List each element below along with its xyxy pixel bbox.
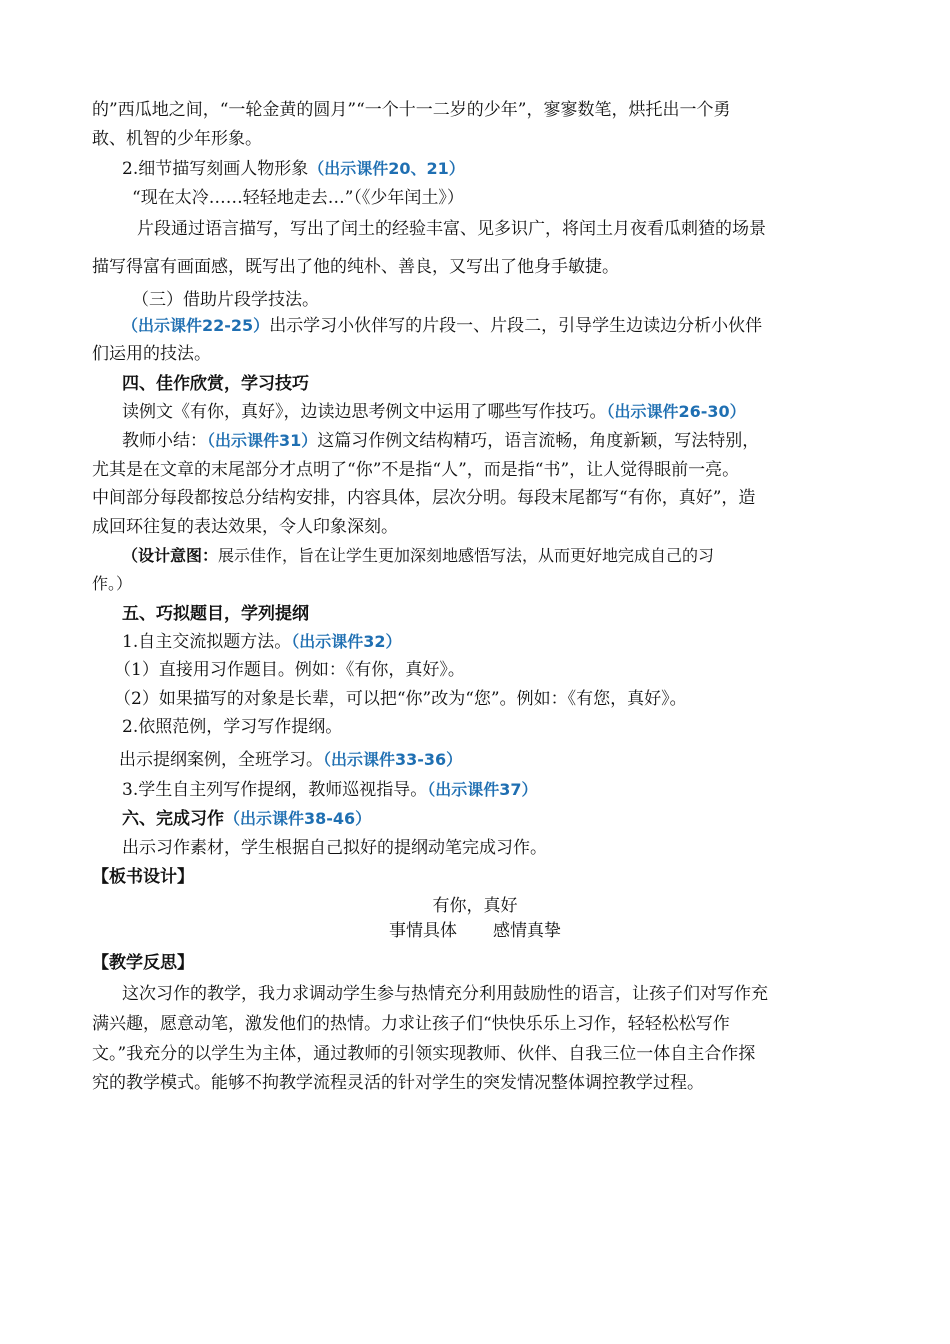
text: 这篇习作例文结构精巧，语言流畅，角度新颖，写法特别， <box>317 431 760 451</box>
text: 五、巧拟题目，学列提纲 <box>122 604 309 624</box>
paragraph-line <box>92 127 860 151</box>
courseware-ref: （出示课件37） <box>427 780 538 799</box>
paragraph-line <box>119 748 860 772</box>
text: 的”西瓜地之间，“一轮金黄的圆月”“一个十一二岁的少年”，寥寥数笔，烘托出一个勇 <box>92 100 731 120</box>
paragraph-line <box>92 98 860 122</box>
text: 片段通过语言描写，写出了闰土的经验丰富、见多识广，将闰土月夜看瓜刺猹的场景 <box>137 219 766 239</box>
text: （1）直接用习作题目。例如：《有你，真好》。 <box>114 660 465 680</box>
paragraph-line <box>122 982 860 1006</box>
text: 教师小结： <box>122 431 207 451</box>
text: 究的教学模式。能够不拘教学流程灵活的针对学生的突发情况整体调控教学过程。 <box>92 1073 704 1093</box>
paragraph-line <box>122 836 860 860</box>
paragraph-line <box>122 400 860 424</box>
text: 六、完成习作 <box>122 809 224 829</box>
paragraph-line <box>122 429 860 453</box>
paragraph-line <box>122 778 860 802</box>
text: （2）如果描写的对象是长辈，可以把“你”改为“您”。例如：《有您，真好》。 <box>114 689 687 709</box>
subheading-detail <box>122 157 860 181</box>
courseware-ref: （出示课件33-36） <box>323 750 463 769</box>
paragraph-line <box>92 1042 860 1066</box>
courseware-ref: （出示课件26-30） <box>606 402 746 421</box>
subheading-technique <box>132 288 860 312</box>
text: 描写得富有画面感，既写出了他的纯朴、善良，又写出了他身手敏捷。 <box>92 257 619 277</box>
paragraph-line <box>92 1071 860 1095</box>
paragraph-line <box>92 515 860 539</box>
board-item: 事情具体 <box>389 921 457 941</box>
section-heading-4 <box>122 372 860 396</box>
paragraph-line <box>92 458 860 482</box>
text: 2.细节描写刻画人物形象 <box>122 159 309 179</box>
text: （三）借助片段学技法。 <box>132 290 319 310</box>
paragraph-line <box>92 486 860 510</box>
design-intent <box>92 572 860 596</box>
paragraph-line <box>122 715 860 739</box>
text: 读例文《有你，真好》，边读边思考例文中运用了哪些写作技巧。 <box>122 402 607 422</box>
courseware-ref: （出示课件38-46） <box>224 809 372 828</box>
text: 满兴趣，愿意动笔，激发他们的热情。力求让孩子们“快快乐乐上习作，轻轻松松写作 <box>92 1014 730 1034</box>
text: 有你，真好 <box>432 896 518 916</box>
section-heading-6 <box>122 807 860 831</box>
quote-line <box>132 186 860 210</box>
section-heading-5 <box>122 602 860 626</box>
paragraph-line <box>122 630 860 654</box>
paragraph-line <box>114 658 860 682</box>
paragraph-line <box>92 1012 860 1036</box>
text: 四、佳作欣赏，学习技巧 <box>122 374 309 394</box>
courseware-ref: （出示课件22-25） <box>122 316 270 335</box>
paragraph-line <box>137 217 860 241</box>
design-intent <box>122 544 860 568</box>
board-title <box>0 894 950 918</box>
paragraph-line <box>92 255 860 279</box>
text: 这次习作的教学，我力求调动学生参与热情充分利用鼓励性的语言，让孩子们对写作充 <box>122 984 768 1004</box>
text: 出示习作素材，学生根据自己拟好的提纲动笔完成习作。 <box>122 838 547 858</box>
text: 作。） <box>92 574 133 593</box>
text: 文。”我充分的以学生为主体，通过教师的引领实现教师、伙伴、自我三位一体自主合作探 <box>92 1044 756 1064</box>
courseware-ref: （出示课件20、21） <box>308 159 465 178</box>
text: 1.自主交流拟题方法。 <box>122 632 292 652</box>
courseware-ref: （出示课件32） <box>291 632 402 651</box>
paragraph-line <box>92 342 860 366</box>
text: 出示提纲案例，全班学习。 <box>119 750 323 770</box>
text: 【教学反思】 <box>92 953 194 973</box>
text: 【板书设计】 <box>92 867 194 887</box>
text: 尤其是在文章的末尾部分才点明了“你”不是指“人”，而是指“书”，让人觉得眼前一亮。 <box>92 460 740 480</box>
text: 们运用的技法。 <box>92 344 211 364</box>
board-design-heading <box>92 865 860 889</box>
text: 3.学生自主列写作提纲，教师巡视指导。 <box>122 780 428 800</box>
paragraph-line <box>114 687 860 711</box>
text: 中间部分每段都按总分结构安排，内容具体，层次分明。每段末尾都写“有你，真好”，造 <box>92 488 756 508</box>
text: 出示学习小伙伴写的片段一、片段二，引导学生边读边分析小伙伴 <box>269 316 763 336</box>
text: 展示佳作，旨在让学生更加深刻地感悟写法，从而更好地完成自己的习 <box>218 546 715 565</box>
board-items <box>0 919 950 943</box>
text: （设计意图： <box>122 546 219 565</box>
text: “现在太冷……轻轻地走去…”（《少年闰土》） <box>132 188 464 208</box>
paragraph-line <box>122 314 860 338</box>
board-item: 感情真挚 <box>493 921 561 941</box>
text: 2.依照范例，学习写作提纲。 <box>122 717 343 737</box>
reflection-heading <box>92 951 860 975</box>
text: 成回环往复的表达效果，令人印象深刻。 <box>92 517 398 537</box>
text: 敢、机智的少年形象。 <box>92 129 262 149</box>
courseware-ref: （出示课件31） <box>207 431 318 450</box>
